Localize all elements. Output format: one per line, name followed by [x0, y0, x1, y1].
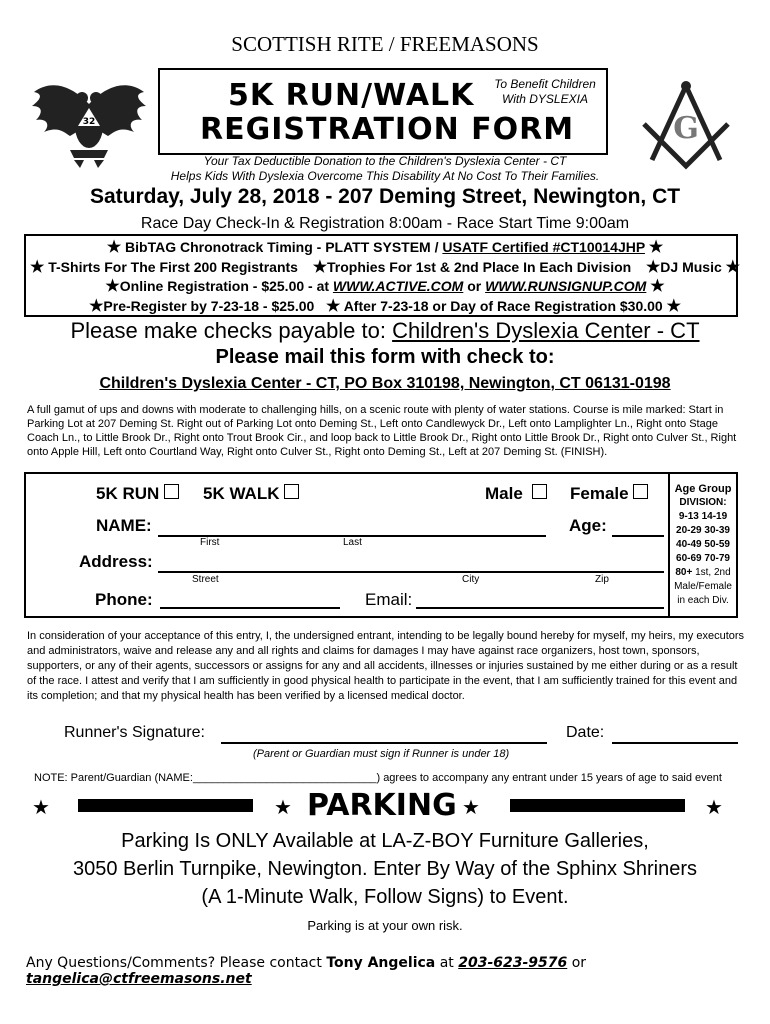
organization-name: SCOTTISH RITE / FREEMASONS: [231, 32, 539, 56]
star-icon: ★: [325, 298, 341, 315]
parking-bar-left: [78, 799, 253, 812]
first-name-caption: First: [200, 537, 220, 548]
star-icon: ★: [725, 259, 740, 276]
parking-own-risk: Parking is at your own risk.: [307, 918, 463, 933]
payable-prefix: Please make checks payable to:: [70, 318, 393, 343]
walk-label: 5K WALK: [203, 484, 280, 503]
star-icon: ★: [30, 259, 45, 276]
parking-heading: PARKING: [307, 788, 457, 823]
svg-text:32: 32: [82, 117, 96, 127]
star-icon: ★: [274, 797, 292, 819]
contact-at: at: [435, 955, 459, 971]
usatf-certification: USATF Certified #CT10014JHP: [442, 239, 645, 255]
benefit-line1: To Benefit Children: [494, 77, 596, 91]
address-label: Address:: [79, 552, 153, 571]
info-line-amenities: [30, 257, 740, 277]
star-icon: ★: [648, 239, 664, 256]
runsignup-link[interactable]: WWW.RUNSIGNUP.COM: [485, 278, 647, 294]
male-option[interactable]: [485, 484, 547, 504]
street-caption: Street: [192, 574, 219, 585]
female-label: Female: [570, 484, 629, 503]
preregister-price: Pre-Register by 7-23-18 - $25.00: [103, 298, 315, 314]
phone-field[interactable]: [160, 607, 340, 609]
guardian-note: (Parent or Guardian must sign if Runner is under 18): [253, 748, 510, 760]
male-checkbox[interactable]: [532, 484, 547, 499]
age-group-80plus: 80+: [675, 567, 693, 578]
email-label: Email:: [365, 590, 413, 609]
age-group-division: DIVISION:: [679, 497, 727, 508]
tax-note-line2: Helps Kids With Dyslexia Overcome This Disability At No Cost To Their Families.: [170, 169, 600, 183]
star-icon: ★: [705, 797, 723, 819]
signature-label: Runner's Signature:: [64, 724, 205, 741]
benefit-line2: With DYSLEXIA: [502, 92, 588, 106]
contact-name: Tony Angelica: [326, 955, 436, 971]
star-icon: ★: [32, 797, 50, 819]
run-option[interactable]: [96, 484, 179, 504]
address-field[interactable]: [158, 571, 664, 573]
online-reg-text: Online Registration - $25.00 - at: [119, 278, 333, 294]
parking-line2: 3050 Berlin Turnpike, Newington. Enter By Way of the Sphinx Shriners: [72, 858, 698, 880]
parking-line3: (A 1-Minute Walk, Follow Signs) to Event.: [201, 886, 569, 908]
contact-phone[interactable]: 203-623-9576: [458, 955, 568, 971]
event-date-location: Saturday, July 28, 2018 - 207 Deming Street, Newington, CT: [89, 185, 681, 208]
age-group-title: Age Group: [674, 483, 732, 495]
trophies-text: Trophies For 1st & 2nd Place In Each Division: [327, 259, 632, 275]
info-line-online: [0, 276, 770, 296]
contact-or: or: [567, 955, 587, 971]
age-group-places: 1st, 2nd: [692, 567, 731, 578]
phone-label: Phone:: [95, 590, 153, 609]
tax-note-line1: Your Tax Deductible Donation to the Children's Dyslexia Center - CT: [203, 154, 567, 168]
star-icon: ★: [312, 259, 328, 276]
star-icon: ★: [462, 797, 480, 819]
contact-email-link[interactable]: tangelica@ctfreemasons.net: [26, 971, 252, 987]
date-label: Date:: [566, 724, 605, 741]
age-group-panel: [668, 482, 738, 608]
star-icon: ★: [645, 259, 661, 276]
star-icon: ★: [89, 298, 104, 315]
male-label: Male: [485, 484, 523, 503]
active-link[interactable]: WWW.ACTIVE.COM: [332, 278, 464, 294]
run-label: 5K RUN: [96, 484, 160, 503]
dayof-price: After 7-23-18 or Day of Race Registration $30.00: [343, 298, 663, 314]
or-text: or: [463, 278, 486, 294]
female-checkbox[interactable]: [633, 484, 648, 499]
mail-address: Children's Dyslexia Center - CT, PO Box 310198, Newington, CT 06131-0198: [99, 375, 671, 392]
walk-option[interactable]: [203, 484, 299, 504]
timing-text: BibTAG Chronotrack Timing - PLATT SYSTEM /: [125, 239, 443, 255]
payable-line: [0, 318, 770, 344]
date-field[interactable]: [612, 742, 738, 744]
form-title-line2: REGISTRATION FORM: [200, 112, 575, 147]
run-checkbox[interactable]: [164, 484, 179, 499]
zip-caption: Zip: [595, 574, 609, 585]
form-title-line1: 5K RUN/WALK: [228, 78, 475, 113]
last-name-caption: Last: [343, 537, 362, 548]
tshirts-text: T-Shirts For The First 200 Registrants: [48, 259, 298, 275]
info-line-pricing: [0, 296, 770, 316]
age-group-row: 9-13 14-19: [678, 511, 728, 522]
age-group-row: [668, 566, 738, 580]
star-icon: ★: [106, 239, 122, 256]
benefit-note: [482, 77, 608, 107]
signature-field[interactable]: [221, 742, 547, 744]
dj-text: DJ Music: [660, 259, 722, 275]
age-group-row: 60-69 70-79: [676, 553, 730, 564]
age-group-row: Male/Female: [674, 581, 732, 592]
waiver-text: In consideration of your acceptance of this entry, I, the undersigned entrant, intending to be legally bound hereby for myself, my heirs, my executors and administrators, waive and release any and all rights and claims for damages I may have against race organizers, host town, sponsors, supporters, or any of their agents, successors or assigns for any and all accidents, illnesses or injuries sustained by me either during or as a result of the race. I attest and verify that I am sufficiently in good physical health to participate in the event, that I am sufficiently trained for this event and its completion; and that my physical health has been verified by a licensed medical doctor.: [27, 630, 745, 702]
star-icon: ★: [650, 278, 665, 295]
name-label: NAME:: [96, 516, 152, 535]
contact-prefix: Any Questions/Comments? Please contact: [26, 955, 327, 971]
course-description: A full gamut of ups and downs with moderate to challenging hills, on a scenic route with plenty of water stations. Course is mile marked: Start in Parking Lot at 207 Deming St. Right out of Parking Lot onto Deming St., Left onto Candlewyck Dr., Left onto Lamplighter Ln., Right onto Stage Coach Ln., to Little Brook Dr., Right onto Trout Brook Cir., and loop back to Little Brook Dr., Right onto Little Brook Dr., Right onto Culver St., Right onto Apple Hill, Left onto Courtland Way, Right onto Culver St., Right onto Deming St., Left at 207 Deming St. (FINISH).: [27, 404, 737, 458]
checkin-times: Race Day Check-In & Registration 8:00am - Race Start Time 9:00am: [140, 215, 630, 232]
star-icon: ★: [105, 278, 120, 295]
age-group-row: 40-49 50-59: [676, 539, 730, 550]
parking-line1: Parking Is ONLY Available at LA-Z-BOY Furniture Galleries,: [121, 830, 649, 852]
star-icon: ★: [666, 298, 681, 315]
age-group-row: 20-29 30-39: [676, 525, 730, 536]
age-group-row: in each Div.: [677, 595, 729, 606]
parking-bar-right: [510, 799, 685, 812]
contact-line: [26, 955, 770, 987]
payable-name: Children's Dyslexia Center - CT: [392, 318, 700, 343]
walk-checkbox[interactable]: [284, 484, 299, 499]
age-label: Age:: [569, 516, 607, 535]
svg-text:G: G: [673, 111, 699, 146]
female-option[interactable]: [570, 484, 648, 504]
age-field[interactable]: [612, 535, 664, 537]
email-field[interactable]: [416, 607, 664, 609]
mail-heading: Please mail this form with check to:: [215, 346, 555, 368]
city-caption: City: [462, 574, 480, 585]
info-line-timing: [0, 237, 770, 257]
guardian-accompany-note: NOTE: Parent/Guardian (NAME:______________________________) agrees to accompany any entrant under 15 years of age to said event: [34, 772, 722, 784]
